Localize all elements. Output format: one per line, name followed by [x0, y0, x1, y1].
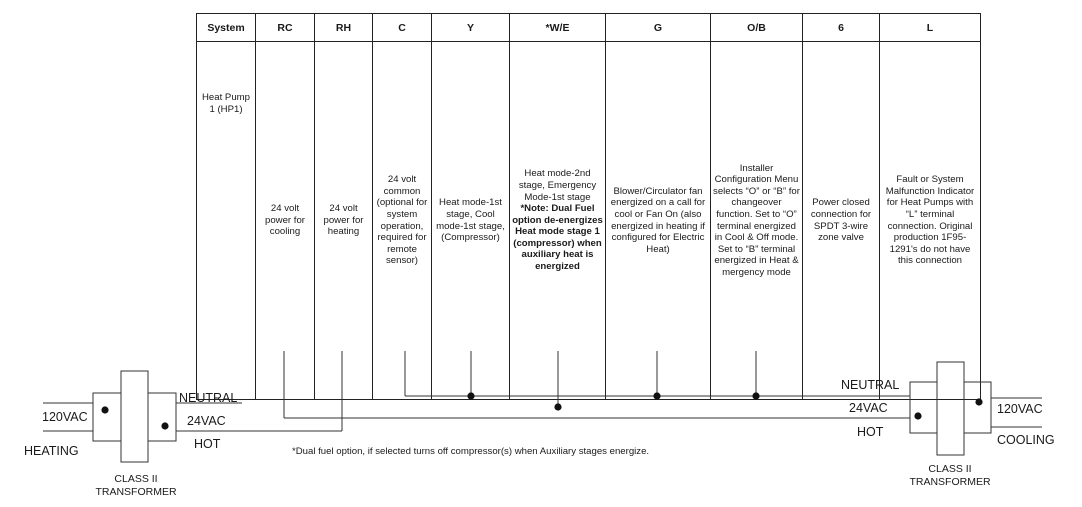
left-24vac-label: 24VAC [187, 414, 226, 428]
right-transformer-caption [905, 463, 995, 489]
col-header-rc: RC [256, 14, 315, 42]
left-neutral-label: NEUTRAL [179, 391, 238, 405]
col-header-system: System [197, 14, 256, 42]
col-header-g: G [606, 14, 711, 42]
cell-y-text: Heat mode-1st stage, Cool mode-1st stage, (Compressor) [436, 197, 505, 244]
left-transformer-core [121, 371, 148, 462]
col-header-y: Y [432, 14, 510, 42]
left-primary-terminal [101, 406, 108, 413]
right-neutral-label: NEUTRAL [841, 378, 900, 392]
cell-o-b-text: Installer Configuration Menu selects “O” or “B” for changeover function. Set to “O” terminal energized in Cool & Off mode. Set to “B” terminal energized in Heat & mergency mode [713, 162, 800, 278]
right-transformer-secondary [964, 382, 991, 433]
left-transformer-primary [93, 393, 121, 441]
right-120vac-label: 120VAC [997, 402, 1043, 416]
cell-w-e-text: Heat mode-2nd stage, Emergency Mode-1st stage [518, 168, 597, 203]
right-transformer-core [937, 362, 964, 455]
cell-w-e-note: *Note: Dual Fuel option de-energizes Heat mode stage 1 (compressor) when auxiliary heat is energized [512, 203, 603, 273]
right-secondary-terminal [975, 398, 982, 405]
right-transformer-caption-line1: CLASS II [928, 463, 972, 475]
left-secondary-terminal [161, 422, 168, 429]
left-transformer-caption-line2: TRANSFORMER [95, 486, 177, 498]
left-hot-label: HOT [194, 437, 221, 451]
footnote: *Dual fuel option, if selected turns off compressor(s) when Auxiliary stages energize. [292, 446, 650, 457]
right-transformer-caption-line2: TRANSFORMER [909, 476, 991, 488]
left-120vac-label: 120VAC [42, 410, 88, 424]
col-header-o-b: O/B [711, 14, 803, 42]
left-transformer-secondary [148, 393, 176, 441]
col-header-6: 6 [803, 14, 880, 42]
right-transformer-primary [910, 382, 937, 433]
cooling-label: COOLING [997, 433, 1055, 447]
junction-w-e [554, 403, 561, 410]
cell-system-text: Heat Pump 1 (HP1) [202, 92, 250, 115]
right-primary-terminal [914, 412, 921, 419]
cell-rh-text: 24 volt power for heating [323, 203, 364, 238]
left-transformer-caption-line1: CLASS II [114, 473, 158, 485]
left-transformer-caption [93, 473, 179, 499]
cell-c-text: 24 volt common (optional for system operation, required for remote sensor) [376, 174, 428, 267]
junction-o-b [752, 392, 759, 399]
right-hot-label: HOT [857, 425, 884, 439]
cell-rc-text: 24 volt power for cooling [265, 203, 305, 238]
junction-g [653, 392, 660, 399]
col-header-rh: RH [315, 14, 373, 42]
cell-l-text: Fault or System Malfunction Indicator for Heat Pumps with “L” terminal connection. Original production 1F95-1291's do not have this connection [885, 174, 975, 267]
col-header-l: L [880, 14, 981, 42]
cell-g-text: Blower/Circulator fan energized on a call for cool or Fan On (also energized in heating if configured for Electric Heat) [610, 185, 706, 255]
cell-6-text: Power closed connection for SPDT 3-wire zone valve [810, 197, 872, 244]
heating-label: HEATING [24, 444, 79, 458]
col-header-w-e: *W/E [510, 14, 606, 42]
col-header-c: C [373, 14, 432, 42]
right-24vac-label: 24VAC [849, 401, 888, 415]
junction-y [467, 392, 474, 399]
